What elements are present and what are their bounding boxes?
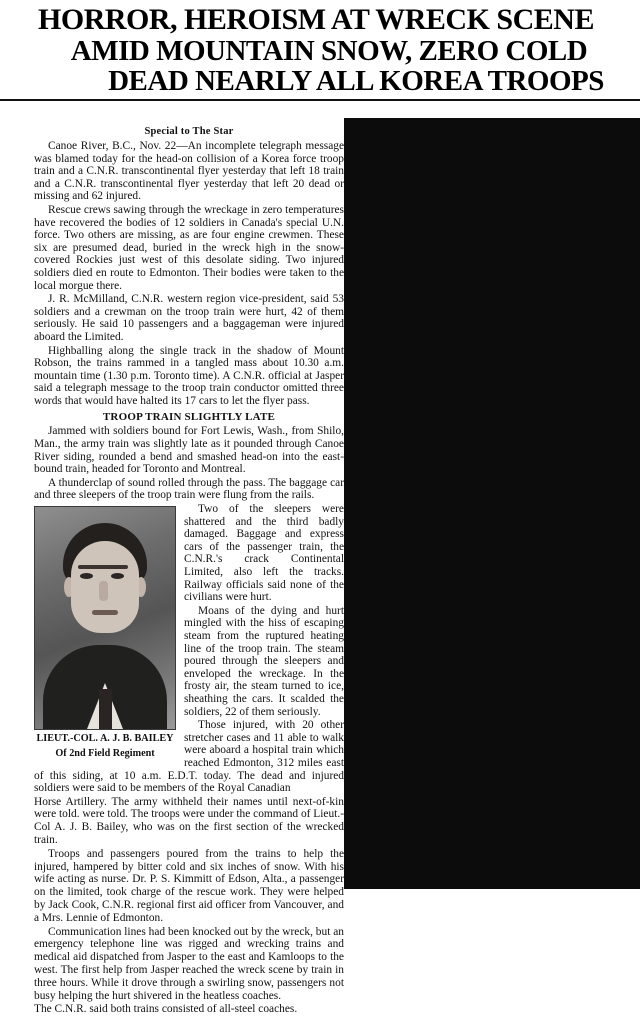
headline-line-2: AMID MOUNTAIN SNOW, ZERO COLD bbox=[70, 34, 588, 67]
photo-caption-name: LIEUT.-COL. A. J. B. BAILEY bbox=[36, 733, 174, 745]
photo-eye-right bbox=[111, 573, 124, 579]
photo-brow bbox=[78, 565, 128, 569]
article-paragraph: Canoe River, B.C., Nov. 22—An incomplete telegraph message was blamed today for the head-on collision of a Korea force troop train and a C.N.R. transcontinental flyer yesterday that left 18 train and a C.N.R. transcontinental flyer yesterday that left 20 dead or missing and 62 injured. bbox=[34, 140, 344, 203]
article-paragraph: Troops and passengers poured from the trains to help the injured, hampered by bitter cold and six inches of snow. With his wife acting as nurse. Dr. P. S. Kimmitt of Edson, Alta., a passenger on the limited, took charge of the rescue work. They were helped by Jack Cook, C.N.R. regional first aid officer from Vancouver, and a Mrs. Lennie of Edmonton. bbox=[34, 847, 344, 924]
article-paragraph: Horse Artillery. The army withheld their names until next-of-kin were told. were told. The troops were under the command of Lieut.-Col A. J. B. Bailey, who was on the first section of the wrecked train. bbox=[34, 795, 344, 847]
portrait-photo bbox=[34, 506, 176, 730]
article-tail bbox=[34, 796, 344, 1017]
photo-mouth bbox=[92, 610, 118, 615]
article-subhead: Special to The Star bbox=[144, 126, 234, 137]
photo-block bbox=[34, 506, 176, 759]
article-paragraph: The C.N.R. said both trains consisted of all-steel coaches. bbox=[34, 1003, 298, 1016]
article-paragraph: Rescue crews sawing through the wreckage in zero temperatures have recovered the bodies of 12 soldiers in Canada's special U.N. force. Two others are missing, as are four engine crewmen. These six are presumed dead, buried in the wreck high in the snow-covered Rockies just west of this desolate siding. Two injured soldiers died en route to Edmonton. Their bodies were taken to the local morgue there. bbox=[34, 203, 344, 292]
photo-caption-unit: Of 2nd Field Regiment bbox=[55, 747, 155, 759]
article-paragraph: Moans of the dying and hurt mingled with the hiss of escaping steam from the ruptured heating line of the troop train. The steam poured through the sleepers and enveloped the wreckage. In the frosty air, the steam turned to ice, sheathing the cars. It scalded the soldiers, 22 of them seriously. bbox=[184, 604, 344, 718]
photo-eye-left bbox=[80, 573, 93, 579]
headline-line-3: DEAD NEARLY ALL KOREA TROOPS bbox=[108, 64, 604, 97]
photo-tie bbox=[99, 689, 112, 729]
article-body bbox=[34, 126, 344, 1017]
headline-line-1: HORROR, HEROISM AT WRECK SCENE bbox=[38, 3, 594, 36]
photo-nose bbox=[99, 581, 108, 601]
article-paragraph: Highballing along the single track in the shadow of Mount Robson, the trains rammed in a tangled mass about 10.30 a.m. mountain time (1.30 p.m. Toronto time). A C.N.R. official at Jasper said a telegraph message to the troop train conductor omitted three words that would have halted its 17 cars to let the flyer pass. bbox=[34, 344, 344, 407]
article-paragraph: Those injured, with 20 other stretcher cases and 11 able to walk were aboard a hospital train which reached Edmonton, 312 miles east of this siding, at 10 a.m. E.D.T. today. The dead and injured soldiers were said to be members of the Royal Canadian bbox=[34, 719, 344, 795]
article-paragraph: A thunderclap of sound rolled through the pass. The baggage car and three sleepers of the troop train were flung from the rails. bbox=[34, 476, 344, 502]
article-paragraph: Two of the sleepers were shattered and the third badly damaged. Baggage and express cars of the passenger train, the C.N.R.'s crack Continental Limited, also left the tracks. Railway officials said none of the civilians were hurt. bbox=[184, 503, 344, 604]
headline-block bbox=[0, 0, 640, 96]
article-paragraph: Communication lines had been knocked out by the wreck, but an emergency telephone line was rigged and wrecking trains and medical aid dispatched from Jasper to the east and Kamloops to the west. The first help from Jasper reached the wreck scene by train in three hours. While it drove through a swirling snow, passengers not busy helping the hurt shivered in the heatless coaches. bbox=[34, 925, 344, 1002]
article-deck: TROOP TRAIN SLIGHTLY LATE bbox=[102, 411, 276, 424]
headline-rule bbox=[0, 99, 640, 101]
article-paragraph: Jammed with soldiers bound for Fort Lewis, Wash., from Shilo, Man., the army train was slightly late as it pounded through Canoe River siding, rounded a bend and smashed head-on into the east-bound train, headed for Toronto and Montreal. bbox=[34, 425, 344, 476]
article-paragraph: J. R. McMilland, C.N.R. western region vice-president, said 53 soldiers and a crewman on the troop train were hurt, 42 of them seriously. He said 10 passengers and a baggageman were injured aboard the Limited. bbox=[34, 293, 344, 343]
